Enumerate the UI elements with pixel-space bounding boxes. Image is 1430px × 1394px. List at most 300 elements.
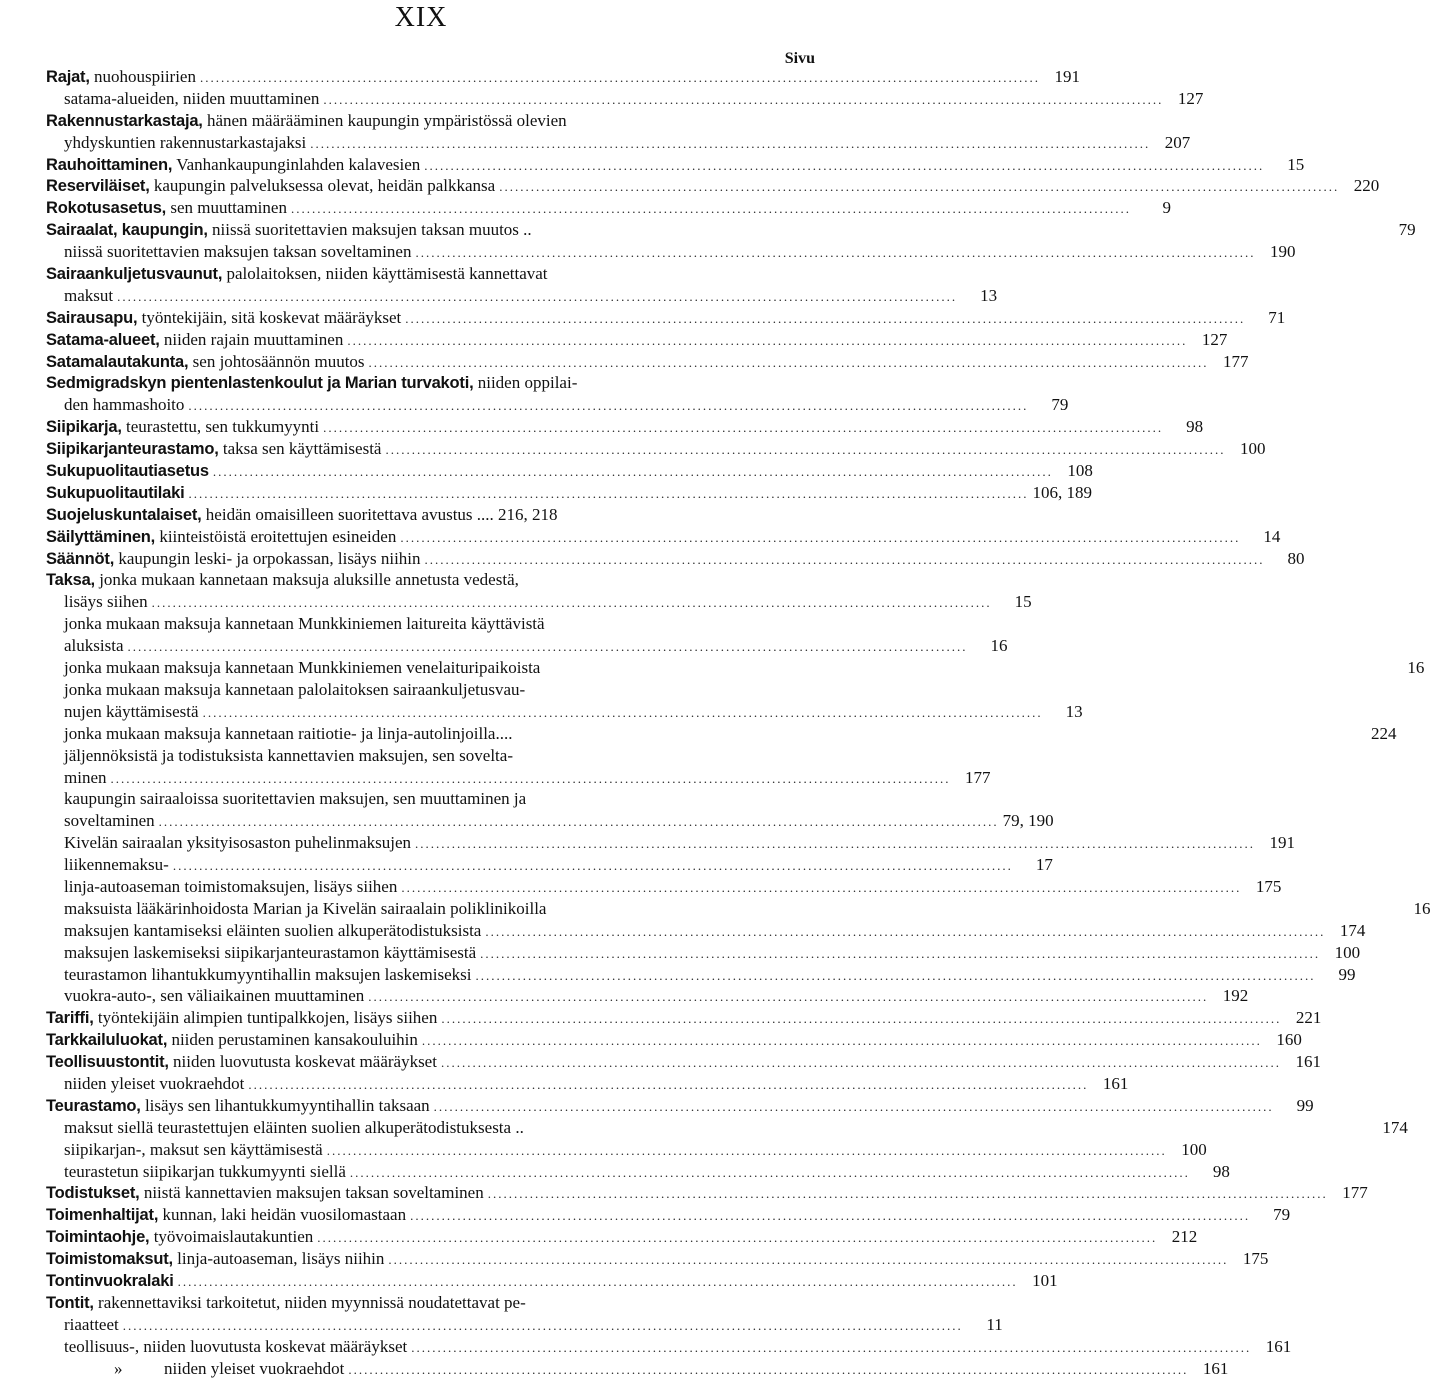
index-entry-heading: Sukupuolitautiasetus bbox=[46, 462, 209, 481]
dot-leader bbox=[178, 1271, 1018, 1293]
index-entry-text bbox=[46, 1073, 244, 1095]
dot-leader bbox=[128, 636, 968, 658]
index-entry bbox=[46, 854, 1053, 876]
index-entry-text bbox=[46, 1226, 313, 1249]
index-entry-page: 99 bbox=[1338, 964, 1356, 984]
index-entry bbox=[46, 788, 798, 810]
index-entry-description: Vanhankaupunginlahden kalavesien bbox=[172, 154, 421, 174]
index-entry-heading: Todistukset, bbox=[46, 1184, 140, 1203]
dot-leader bbox=[323, 89, 1163, 111]
dot-leader bbox=[499, 176, 1339, 198]
index-entry-text bbox=[46, 1358, 344, 1380]
index-entry-heading: Taksa, bbox=[46, 571, 95, 590]
index-entry-text bbox=[46, 591, 148, 613]
index-entry bbox=[46, 548, 1305, 570]
index-entry-text bbox=[46, 854, 169, 876]
index-entry-text bbox=[46, 416, 319, 439]
index-entry-text bbox=[46, 701, 199, 723]
index-entry bbox=[46, 1292, 798, 1314]
dot-leader bbox=[385, 439, 1225, 461]
index-entry-description: maksut bbox=[64, 285, 114, 305]
index-entry-page: 101 bbox=[1032, 1270, 1058, 1290]
index-entry-description: palolaitoksen, niiden käyttämisestä kannettavat bbox=[222, 264, 548, 284]
dot-leader bbox=[424, 155, 1264, 177]
index-entry-text bbox=[46, 482, 185, 505]
index-entry-description: työntekijäin, sitä koskevat määräykset bbox=[137, 307, 402, 327]
dot-leader bbox=[441, 1052, 1281, 1074]
index-entry-text bbox=[46, 1007, 437, 1030]
index-entry-description: Kivelän sairaalan yksityisosaston puhelinmaksujen bbox=[64, 833, 412, 853]
dot-leader bbox=[213, 461, 1053, 483]
index-entry-text bbox=[46, 810, 155, 832]
index-entry-description: teollisuus-, niiden luovutusta koskevat määräykset bbox=[64, 1336, 408, 1356]
dot-leader bbox=[422, 1030, 1262, 1052]
dot-leader bbox=[434, 1096, 1274, 1118]
index-entry-description: niiden yleiset vuokraehdot bbox=[64, 1073, 245, 1093]
dot-leader bbox=[475, 965, 1315, 987]
index-entry-text bbox=[46, 1248, 384, 1271]
index-entry-description: niiden perustaminen kansakouluihin bbox=[167, 1030, 418, 1050]
index-entry-page: 192 bbox=[1222, 986, 1249, 1006]
index-entry-text bbox=[46, 635, 124, 657]
index-entry-text bbox=[46, 88, 319, 110]
dot-leader bbox=[400, 527, 1240, 549]
dot-leader bbox=[117, 286, 957, 308]
index-entry-text bbox=[46, 372, 577, 395]
dot-leader bbox=[388, 1249, 1228, 1271]
dot-leader bbox=[189, 483, 1029, 505]
index-entry-text bbox=[46, 1139, 323, 1161]
index-entry-heading: Toimenhaltijat, bbox=[46, 1206, 159, 1225]
index-entry bbox=[46, 263, 798, 285]
index-entry-description: niiden luovutusta koskevat määräykset bbox=[168, 1052, 437, 1072]
index-entry bbox=[46, 679, 798, 701]
index-entry-description: jonka mukaan maksuja kannetaan Munkkiniemen laitureita käyttävistä bbox=[64, 614, 545, 634]
index-entry-heading: Tontinvuokralaki bbox=[46, 1271, 174, 1290]
index-entry-description: niiden yleiset vuokraehdot bbox=[164, 1358, 345, 1378]
dot-leader bbox=[327, 1140, 1167, 1162]
index-entry-text bbox=[46, 394, 184, 416]
index-entry-page: 106, 189 bbox=[1032, 482, 1092, 502]
dot-leader bbox=[200, 67, 1040, 89]
index-entry-page: 175 bbox=[1255, 876, 1282, 896]
index-entry-page: 220 bbox=[1353, 176, 1380, 196]
index-entry-heading: Sairausapu, bbox=[46, 308, 138, 327]
index-entry-page: 80 bbox=[1287, 548, 1305, 568]
index-entry-page: 207 bbox=[1164, 132, 1191, 152]
index-entry-description: kiinteistöistä eroitettujen esineiden bbox=[155, 526, 397, 546]
index-entry-text bbox=[46, 110, 567, 133]
index-entry-description: kaupungin palveluksessa olevat, heidän palkkansa bbox=[149, 176, 496, 196]
index-entry bbox=[46, 1051, 1321, 1073]
index-entry-heading: Tariffi, bbox=[46, 1009, 94, 1028]
index-entry-text bbox=[46, 985, 364, 1007]
dot-leader bbox=[415, 242, 1255, 264]
index-entry-description: kunnan, laki heidän vuosilomastaan bbox=[158, 1205, 407, 1225]
index-entry-heading: Teollisuustontit, bbox=[46, 1053, 169, 1072]
index-entry bbox=[46, 175, 1380, 197]
index-entry bbox=[46, 110, 798, 132]
index-entry-page: 79, 190 bbox=[1002, 811, 1054, 831]
index-entry bbox=[46, 964, 1356, 986]
index-entry bbox=[46, 569, 798, 591]
index-entry-text bbox=[46, 307, 401, 330]
dot-leader bbox=[152, 592, 992, 614]
index-entry-page: 16 bbox=[990, 636, 1008, 656]
dot-leader bbox=[111, 768, 951, 790]
index-entry bbox=[46, 1314, 1003, 1336]
index-entry bbox=[46, 1139, 1207, 1161]
index-entry-page: 100 bbox=[1239, 439, 1266, 459]
index-entry-heading: Rokotusasetus, bbox=[46, 199, 167, 218]
index-entry-text bbox=[46, 351, 365, 374]
index-entry-page: 161 bbox=[1295, 1052, 1321, 1072]
index-entry-description: lisäys siihen bbox=[64, 592, 148, 612]
index-entry-heading: Rajat, bbox=[46, 68, 90, 86]
index-entry bbox=[46, 1358, 1229, 1380]
index-entry bbox=[46, 920, 1366, 942]
index-entry-page: 100 bbox=[1181, 1139, 1207, 1159]
index-entry bbox=[46, 1161, 1230, 1183]
index-entry-text bbox=[46, 548, 421, 571]
index-entry-text bbox=[46, 460, 209, 483]
index-entry-text bbox=[46, 1292, 526, 1315]
dot-leader bbox=[291, 198, 1131, 220]
index-entry-heading: Siipikarja, bbox=[46, 418, 122, 437]
index-entry-page: 13 bbox=[980, 285, 998, 305]
index-list bbox=[46, 66, 1430, 1379]
index-entry-description: kaupungin leski- ja orpokassan, lisäys niihin bbox=[114, 548, 421, 568]
index-entry-page: 177 bbox=[965, 767, 991, 787]
index-entry-text bbox=[46, 788, 526, 810]
index-entry-text bbox=[46, 438, 381, 461]
index-entry-page: 221 bbox=[1295, 1008, 1322, 1028]
index-entry-description: niissä suoritettavien maksujen taksan muutos .. bbox=[207, 220, 532, 240]
index-entry bbox=[46, 723, 1397, 745]
index-entry-page: 13 bbox=[1065, 701, 1083, 721]
index-entry-text bbox=[46, 175, 495, 198]
index-entry bbox=[46, 460, 1093, 482]
index-entry-text bbox=[46, 657, 540, 679]
index-entry-description: maksut siellä teurastettujen eläinten suolien alkuperätodistuksesta .. bbox=[64, 1117, 524, 1137]
index-entry-page: 224 bbox=[1370, 723, 1397, 743]
index-entry bbox=[46, 416, 1204, 438]
index-entry-page: 161 bbox=[1102, 1073, 1129, 1093]
index-entry bbox=[46, 219, 1416, 241]
index-entry-page: 79 bbox=[1398, 220, 1416, 240]
index-entry-heading: Toimintaohje, bbox=[46, 1228, 150, 1247]
index-entry-page: 190 bbox=[1269, 242, 1296, 262]
dot-leader bbox=[415, 833, 1255, 855]
index-entry bbox=[46, 898, 1430, 920]
index-entry bbox=[46, 832, 1296, 854]
dot-leader bbox=[405, 308, 1245, 330]
index-entry-description: teurastamon lihantukkumyyntihallin maksujen laskemiseksi bbox=[64, 964, 472, 984]
dot-leader bbox=[348, 1359, 1188, 1381]
index-entry-page: 98 bbox=[1212, 1161, 1230, 1181]
index-entry-description: sen muuttaminen bbox=[166, 198, 287, 218]
index-entry bbox=[46, 1007, 1322, 1029]
index-entry-text bbox=[46, 920, 481, 942]
dot-leader bbox=[350, 1162, 1190, 1184]
index-entry-text bbox=[46, 285, 113, 307]
index-entry-description: vuokra-auto-, sen väliaikainen muuttaminen bbox=[64, 986, 365, 1006]
index-entry-description: sen johtosäännön muutos bbox=[188, 351, 365, 371]
index-entry-heading: Säilyttäminen, bbox=[46, 527, 156, 546]
index-entry-text bbox=[46, 942, 476, 964]
index-entry-page: 177 bbox=[1342, 1183, 1368, 1203]
index-entry bbox=[46, 1226, 1198, 1248]
index-entry-text bbox=[46, 1029, 418, 1052]
index-entry-description: teurastetun siipikarjan tukkumyynti siellä bbox=[64, 1161, 346, 1181]
index-entry bbox=[46, 876, 1282, 898]
index-entry-description: siipikarjan-, maksut sen käyttämisestä bbox=[64, 1139, 323, 1159]
dot-leader bbox=[425, 549, 1265, 571]
index-entry bbox=[46, 285, 998, 307]
index-entry-text bbox=[46, 745, 513, 767]
index-entry-heading: Reserviläiset, bbox=[46, 177, 150, 196]
index-entry-text bbox=[46, 1095, 430, 1118]
page-column-label: Sivu bbox=[784, 50, 815, 67]
index-entry-description: työvoimaislautakuntien bbox=[149, 1227, 314, 1247]
index-entry-description: työntekijäin alimpien tuntipalkkojen, lisäys siihen bbox=[93, 1008, 438, 1028]
index-entry bbox=[46, 942, 1361, 964]
index-entry-description: hänen määrääminen kaupungin ympäristössä olevien bbox=[202, 110, 567, 130]
index-entry-page: 15 bbox=[1287, 154, 1305, 174]
index-entry bbox=[46, 482, 1092, 504]
dot-leader bbox=[317, 1227, 1157, 1249]
index-entry bbox=[46, 197, 1171, 219]
index-entry-text bbox=[46, 613, 545, 635]
dot-leader bbox=[123, 1315, 963, 1337]
index-entry bbox=[46, 613, 798, 635]
index-entry-description: liikennemaksu- bbox=[64, 855, 169, 875]
index-entry-text bbox=[46, 1161, 346, 1183]
index-entry-heading: Sukupuolitautilaki bbox=[46, 483, 185, 502]
index-entry-description: aluksista bbox=[64, 636, 124, 656]
index-entry-text bbox=[46, 197, 287, 220]
index-entry-description: yhdyskuntien rakennustarkastajaksi bbox=[64, 132, 307, 152]
index-entry-description: taksa sen käyttämisestä bbox=[218, 439, 382, 459]
index-entry-description: niiden oppilai- bbox=[473, 373, 578, 393]
index-entry bbox=[46, 810, 1054, 832]
index-entry-text bbox=[46, 964, 471, 986]
index-entry bbox=[46, 329, 1228, 351]
index-entry-text bbox=[46, 329, 343, 352]
index-entry-page: 71 bbox=[1268, 307, 1286, 327]
dot-leader bbox=[248, 1074, 1088, 1096]
index-entry-text bbox=[46, 832, 411, 854]
dot-leader bbox=[188, 395, 1028, 417]
index-entry-heading: Suojeluskuntalaiset, bbox=[46, 505, 202, 524]
dot-leader bbox=[488, 1183, 1328, 1205]
index-entry bbox=[46, 438, 1266, 460]
index-entry-page: 98 bbox=[1186, 417, 1204, 437]
index-entry-description: maksujen kantamiseksi eläinten suolien alkuperätodistuksista bbox=[64, 920, 482, 940]
index-entry-page: 79 bbox=[1273, 1205, 1291, 1225]
index-entry-page: 14 bbox=[1263, 526, 1281, 546]
index-entry-page: 99 bbox=[1296, 1095, 1314, 1115]
index-entry-text bbox=[46, 1204, 406, 1227]
index-entry bbox=[46, 66, 1080, 88]
index-entry-text bbox=[46, 1051, 437, 1074]
index-entry bbox=[46, 1204, 1291, 1226]
index-entry-heading: Tontit, bbox=[46, 1293, 94, 1312]
index-entry-page: 127 bbox=[1201, 329, 1228, 349]
index-entry-text bbox=[46, 219, 532, 242]
index-entry-text bbox=[46, 241, 411, 263]
index-entry-page: 79 bbox=[1051, 395, 1069, 415]
index-entry-description: den hammashoito bbox=[64, 395, 185, 415]
index-entry-heading: Sairaankuljetusvaunut, bbox=[46, 265, 223, 284]
dot-leader bbox=[368, 986, 1208, 1008]
dot-leader bbox=[485, 921, 1325, 943]
index-entry-text bbox=[46, 154, 420, 177]
index-entry bbox=[46, 591, 1032, 613]
index-entry bbox=[46, 1073, 1129, 1095]
index-entry-heading: Siipikarjanteurastamo, bbox=[46, 440, 219, 459]
dot-leader bbox=[441, 1008, 1281, 1030]
index-entry-description: satama-alueiden, niiden muuttaminen bbox=[64, 88, 320, 108]
index-entry-page: 212 bbox=[1171, 1227, 1198, 1247]
index-entry-description: maksujen laskemiseksi siipikarjanteurastamon käyttämisestä bbox=[64, 942, 477, 962]
index-entry-heading: Sedmigradskyn pientenlastenkoulut ja Marian turvakoti, bbox=[46, 374, 474, 393]
index-entry-description: kaupungin sairaaloissa suoritettavien maksujen, sen muuttaminen ja bbox=[64, 789, 527, 809]
dot-leader bbox=[310, 133, 1150, 155]
index-entry-description: teurastettu, sen tukkumyynti bbox=[121, 417, 320, 437]
index-entry bbox=[46, 1336, 1292, 1358]
index-entry-page: 108 bbox=[1067, 461, 1093, 481]
index-entry-description: jonka mukaan maksuja kannetaan raitiotie- ja linja-autolinjoilla.... bbox=[64, 723, 513, 743]
index-entry-text bbox=[46, 898, 546, 920]
index-entry-description: minen bbox=[64, 767, 107, 787]
index-entry-page: 9 bbox=[1162, 198, 1171, 218]
index-entry-description: niissä suoritettavien maksujen taksan soveltaminen bbox=[64, 242, 412, 262]
index-entry-heading: Satama-alueet, bbox=[46, 330, 160, 349]
dot-leader bbox=[347, 330, 1187, 352]
index-entry-page: 127 bbox=[1177, 88, 1204, 108]
index-entry bbox=[46, 1270, 1058, 1292]
index-entry bbox=[46, 701, 1083, 723]
index-entry-description: jäljennöksistä ja todistuksista kannettavien maksujen, sen sovelta- bbox=[64, 745, 513, 765]
index-entry-text bbox=[46, 679, 525, 701]
dot-leader bbox=[323, 417, 1163, 439]
index-entry bbox=[46, 526, 1281, 548]
index-entry-page: 174 bbox=[1382, 1117, 1408, 1137]
index-entry-page: 161 bbox=[1202, 1358, 1229, 1378]
index-entry bbox=[46, 241, 1296, 263]
index-entry bbox=[46, 767, 991, 789]
index-entry-page: 16 bbox=[1413, 898, 1430, 918]
index-entry-heading: Teurastamo, bbox=[46, 1096, 141, 1115]
index-entry bbox=[46, 372, 798, 394]
index-entry-description: niiden rajain muuttaminen bbox=[159, 329, 344, 349]
index-entry-page: 191 bbox=[1269, 833, 1296, 853]
index-entry-page: 15 bbox=[1014, 592, 1032, 612]
index-entry-description: rakennettaviksi tarkoitetut, niiden myynnissä noudatettavat pe- bbox=[93, 1292, 526, 1312]
index-entry-page: 160 bbox=[1276, 1030, 1302, 1050]
dot-leader bbox=[203, 702, 1043, 724]
page-number: XIX bbox=[394, 2, 448, 33]
index-entry bbox=[46, 504, 798, 526]
index-entry-description: jonka mukaan maksuja kannetaan Munkkiniemen venelaituripaikoista bbox=[64, 658, 541, 678]
index-entry-text bbox=[46, 876, 397, 898]
index-entry-heading: Toimistomaksut, bbox=[46, 1250, 173, 1269]
index-entry-text bbox=[46, 1336, 407, 1358]
index-entry-text bbox=[46, 504, 558, 527]
index-entry bbox=[46, 307, 1286, 329]
index-entry-text bbox=[46, 569, 519, 592]
index-entry-text bbox=[46, 1182, 484, 1205]
index-entry-description: riaatteet bbox=[64, 1314, 119, 1334]
dot-leader bbox=[159, 811, 999, 833]
index-entry-text bbox=[46, 132, 306, 154]
ditto-mark: » bbox=[114, 1358, 123, 1378]
index-entry bbox=[46, 1248, 1269, 1270]
index-entry bbox=[46, 985, 1249, 1007]
dot-leader bbox=[480, 943, 1320, 965]
index-entry bbox=[46, 1095, 1314, 1117]
dot-leader bbox=[369, 352, 1209, 374]
index-entry-description: jonka mukaan maksuja kannetaan palolaitoksen sairaankuljetusvau- bbox=[64, 679, 526, 699]
index-entry-text bbox=[46, 526, 396, 549]
index-entry-text bbox=[46, 263, 548, 286]
index-entry-page: 175 bbox=[1242, 1249, 1269, 1269]
index-entry bbox=[46, 351, 1249, 373]
index-entry bbox=[46, 88, 1204, 110]
index-entry-description: heidän omaisilleen suoritettava avustus .... 216, 218 bbox=[201, 504, 558, 524]
index-entry-page: 16 bbox=[1407, 658, 1425, 678]
index-entry bbox=[46, 132, 1191, 154]
index-entry-heading: Säännöt, bbox=[46, 549, 115, 568]
index-entry-page: 191 bbox=[1054, 67, 1080, 86]
index-entry bbox=[46, 1182, 1368, 1204]
index-entry-description: lisäys sen lihantukkumyyntihallin taksaan bbox=[140, 1095, 430, 1115]
index-entry-text bbox=[46, 723, 512, 745]
index-entry-description: nujen käyttämisestä bbox=[64, 701, 199, 721]
index-entry-text bbox=[46, 1314, 119, 1336]
dot-leader bbox=[411, 1337, 1251, 1359]
dot-leader bbox=[173, 855, 1013, 877]
index-entry-description: soveltaminen bbox=[64, 811, 155, 831]
index-entry-description: linja-autoaseman toimistomaksujen, lisäys siihen bbox=[64, 876, 398, 896]
index-entry bbox=[46, 635, 1008, 657]
index-entry-heading: Rakennustarkastaja, bbox=[46, 111, 203, 130]
index-entry-text bbox=[46, 767, 107, 789]
index-entry bbox=[46, 1117, 1408, 1139]
index-entry bbox=[46, 657, 1425, 679]
index-entry-page: 11 bbox=[986, 1314, 1003, 1334]
index-entry-description: niistä kannettavien maksujen taksan soveltaminen bbox=[139, 1183, 484, 1203]
index-entry-page: 174 bbox=[1339, 920, 1366, 940]
index-entry-heading: Sairaalat, kaupungin, bbox=[46, 221, 208, 240]
dot-leader bbox=[410, 1205, 1250, 1227]
index-entry bbox=[46, 394, 1069, 416]
index-entry-page: 100 bbox=[1334, 942, 1361, 962]
index-entry-heading: Rauhoittaminen, bbox=[46, 155, 173, 174]
index-entry-text bbox=[46, 66, 196, 89]
index-entry bbox=[46, 154, 1305, 176]
index-entry-description: linja-autoaseman, lisäys niihin bbox=[172, 1249, 385, 1269]
index-entry-heading: Tarkkailuluokat, bbox=[46, 1031, 168, 1050]
index-entry-page: 177 bbox=[1223, 351, 1249, 371]
index-entry-page: 161 bbox=[1265, 1336, 1292, 1356]
index-entry bbox=[46, 1029, 1302, 1051]
index-entry-text bbox=[46, 1270, 174, 1293]
index-entry-description: maksuista lääkärinhoidosta Marian ja Kivelän sairaalain poliklinikoilla bbox=[64, 898, 547, 918]
index-entry bbox=[46, 745, 798, 767]
index-entry-description: jonka mukaan kannetaan maksuja aluksille annetusta vedestä, bbox=[94, 570, 519, 590]
